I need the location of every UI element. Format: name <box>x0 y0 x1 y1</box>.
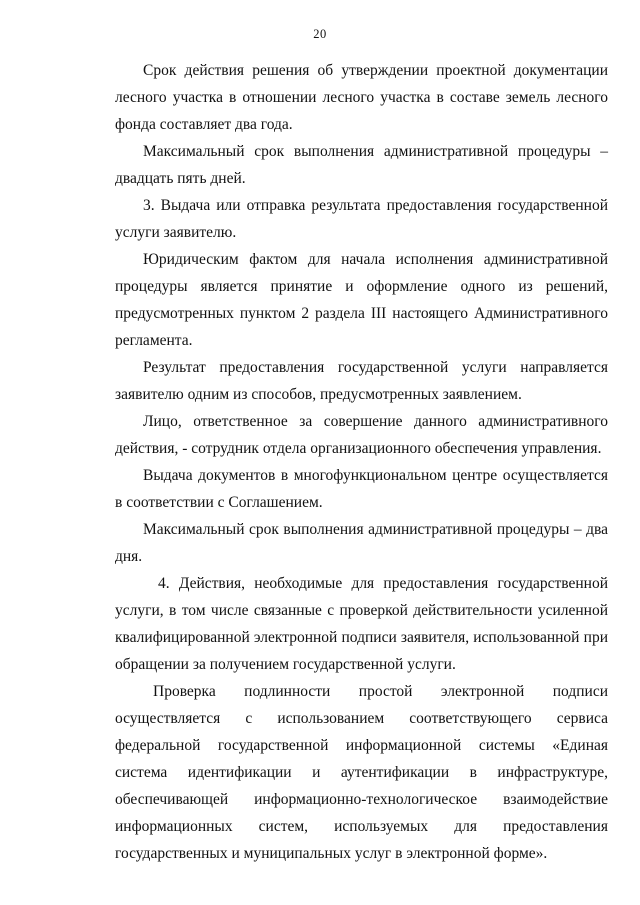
page-number: 20 <box>313 27 327 41</box>
paragraph-mfc-issuance: Выдача документов в многофункциональном центре осуществляется в соответствии с Соглашением. <box>115 467 608 511</box>
paragraph-responsible-person: Лицо, ответственное за совершение данного административного действия, - сотрудник отдела организационного обеспечения управления. <box>115 413 608 457</box>
paragraph-signature-verification: Проверка подлинности простой электронной подписи осуществляется с использованием соответствующего сервиса федеральной государственной информационной системы «Единая система идентификации и аутентификации в инфраструктуре, обеспечивающей информационно-технологическое взаимодействие информационных систем, используемых для предоставления государственных и муниципальных услуг в электронной форме». <box>115 683 608 862</box>
paragraph-max-duration-25-days: Максимальный срок выполнения административной процедуры – двадцать пять дней. <box>115 143 608 187</box>
document-body <box>115 57 608 867</box>
paragraph-result-delivery: Результат предоставления государственной услуги направляется заявителю одним из способов, предусмотренных заявлением. <box>115 359 608 403</box>
paragraph-legal-fact: Юридическим фактом для начала исполнения административной процедуры является принятие и оформление одного из решений, предусмотренных пунктом 2 раздела III настоящего Административного регламента. <box>115 251 608 349</box>
paragraph-section-3-heading: 3. Выдача или отправка результата предоставления государственной услуги заявителю. <box>115 197 608 241</box>
paragraph-section-4-heading: 4. Действия, необходимые для предоставления государственной услуги, в том числе связанные с проверкой действительности усиленной квалифицированной электронной подписи заявителя, использованной при обращении за получением государственной услуги. <box>115 575 608 673</box>
paragraph-max-duration-2-days: Максимальный срок выполнения административной процедуры – два дня. <box>115 521 608 565</box>
paragraph-decision-validity: Срок действия решения об утверждении проектной документации лесного участка в отношении лесного участка в составе земель лесного фонда составляет два года. <box>115 62 608 133</box>
